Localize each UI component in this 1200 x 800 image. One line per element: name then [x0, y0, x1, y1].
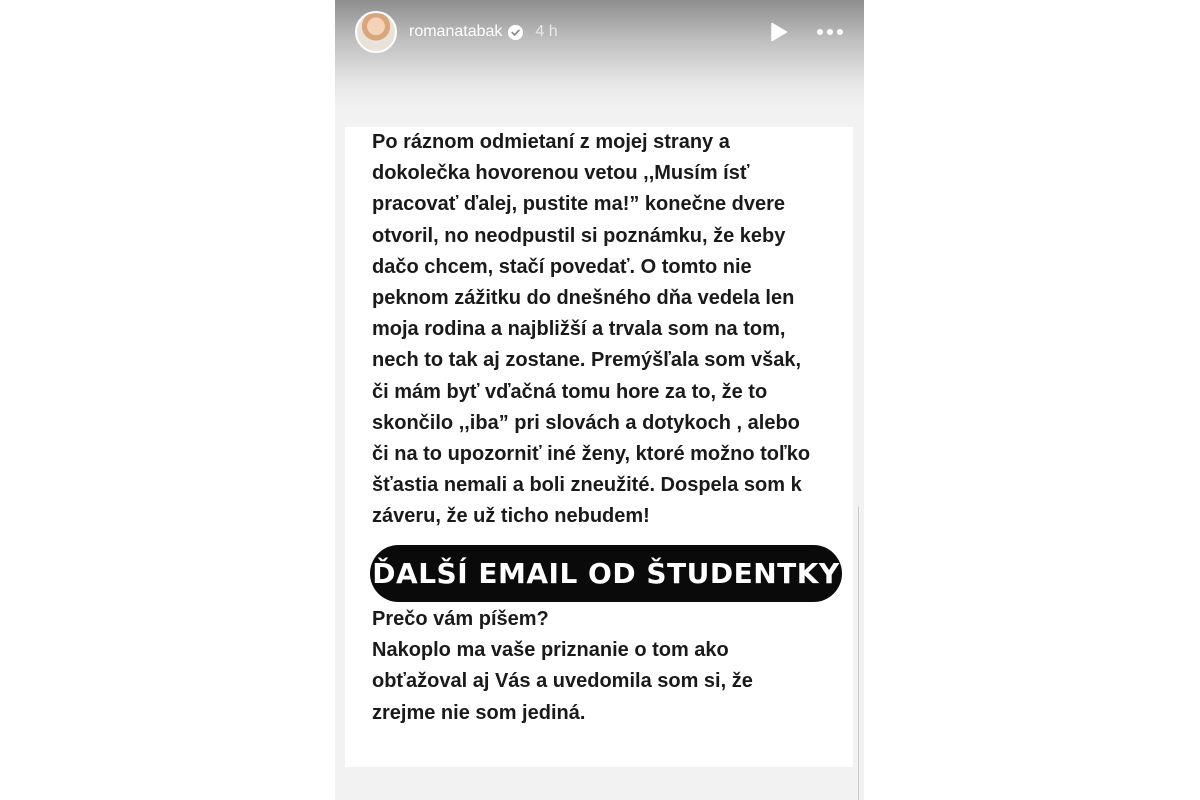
text-line: moja rodina a najbližší a trvala som na tom,	[372, 318, 786, 341]
text-line: dačo chcem, stačí povedať. O tomto nie	[372, 255, 752, 278]
email-text-paragraph-2	[372, 604, 847, 729]
story-content-card	[345, 127, 853, 767]
email-text-paragraph-1	[372, 127, 847, 532]
text-line: dokolečka hovorenou vetou ,,Musím ísť	[372, 162, 750, 185]
story-header	[335, 0, 864, 64]
text-line: či mám byť vďačná tomu hore za to, že to	[372, 380, 768, 403]
divider	[858, 507, 859, 800]
timestamp: 4 h	[535, 23, 558, 40]
text-line: záveru, že už ticho nebudem!	[372, 505, 650, 528]
text-line: Nakoplo ma vaše priznanie o tom ako	[372, 639, 729, 662]
text-line: Po ráznom odmietaní z mojej strany a	[372, 131, 730, 153]
avatar[interactable]	[355, 11, 397, 53]
text-line: skončilo ,,iba” pri slovách a dotykoch , alebo	[372, 411, 800, 434]
verified-badge-icon	[508, 25, 523, 40]
username[interactable]: romanatabak	[409, 23, 503, 40]
text-line: otvoril, no neodpustil si poznámku, že keby	[372, 224, 786, 247]
text-line: pracovať ďalej, pustite ma!” konečne dvere	[372, 193, 785, 216]
more-icon[interactable]	[816, 28, 844, 36]
text-line: Prečo vám píšem?	[372, 608, 549, 630]
text-line: šťastia nemali a boli zneužité. Dospela som k	[372, 474, 802, 497]
text-line: zrejme nie som jediná.	[372, 701, 586, 724]
text-line: peknom zážitku do dnešného dňa vedela len	[372, 286, 795, 309]
story-viewer[interactable]	[335, 0, 864, 800]
section-banner: ĎALŠÍ EMAIL OD ŠTUDENTKY	[370, 545, 842, 602]
text-line: nech to tak aj zostane. Premýšľala som však,	[372, 349, 802, 372]
text-line: či na to upozorniť iné ženy, ktoré možno toľko	[372, 442, 811, 465]
play-icon[interactable]	[770, 22, 788, 42]
text-line: obťažoval aj Vás a uvedomila som si, že	[372, 670, 753, 693]
